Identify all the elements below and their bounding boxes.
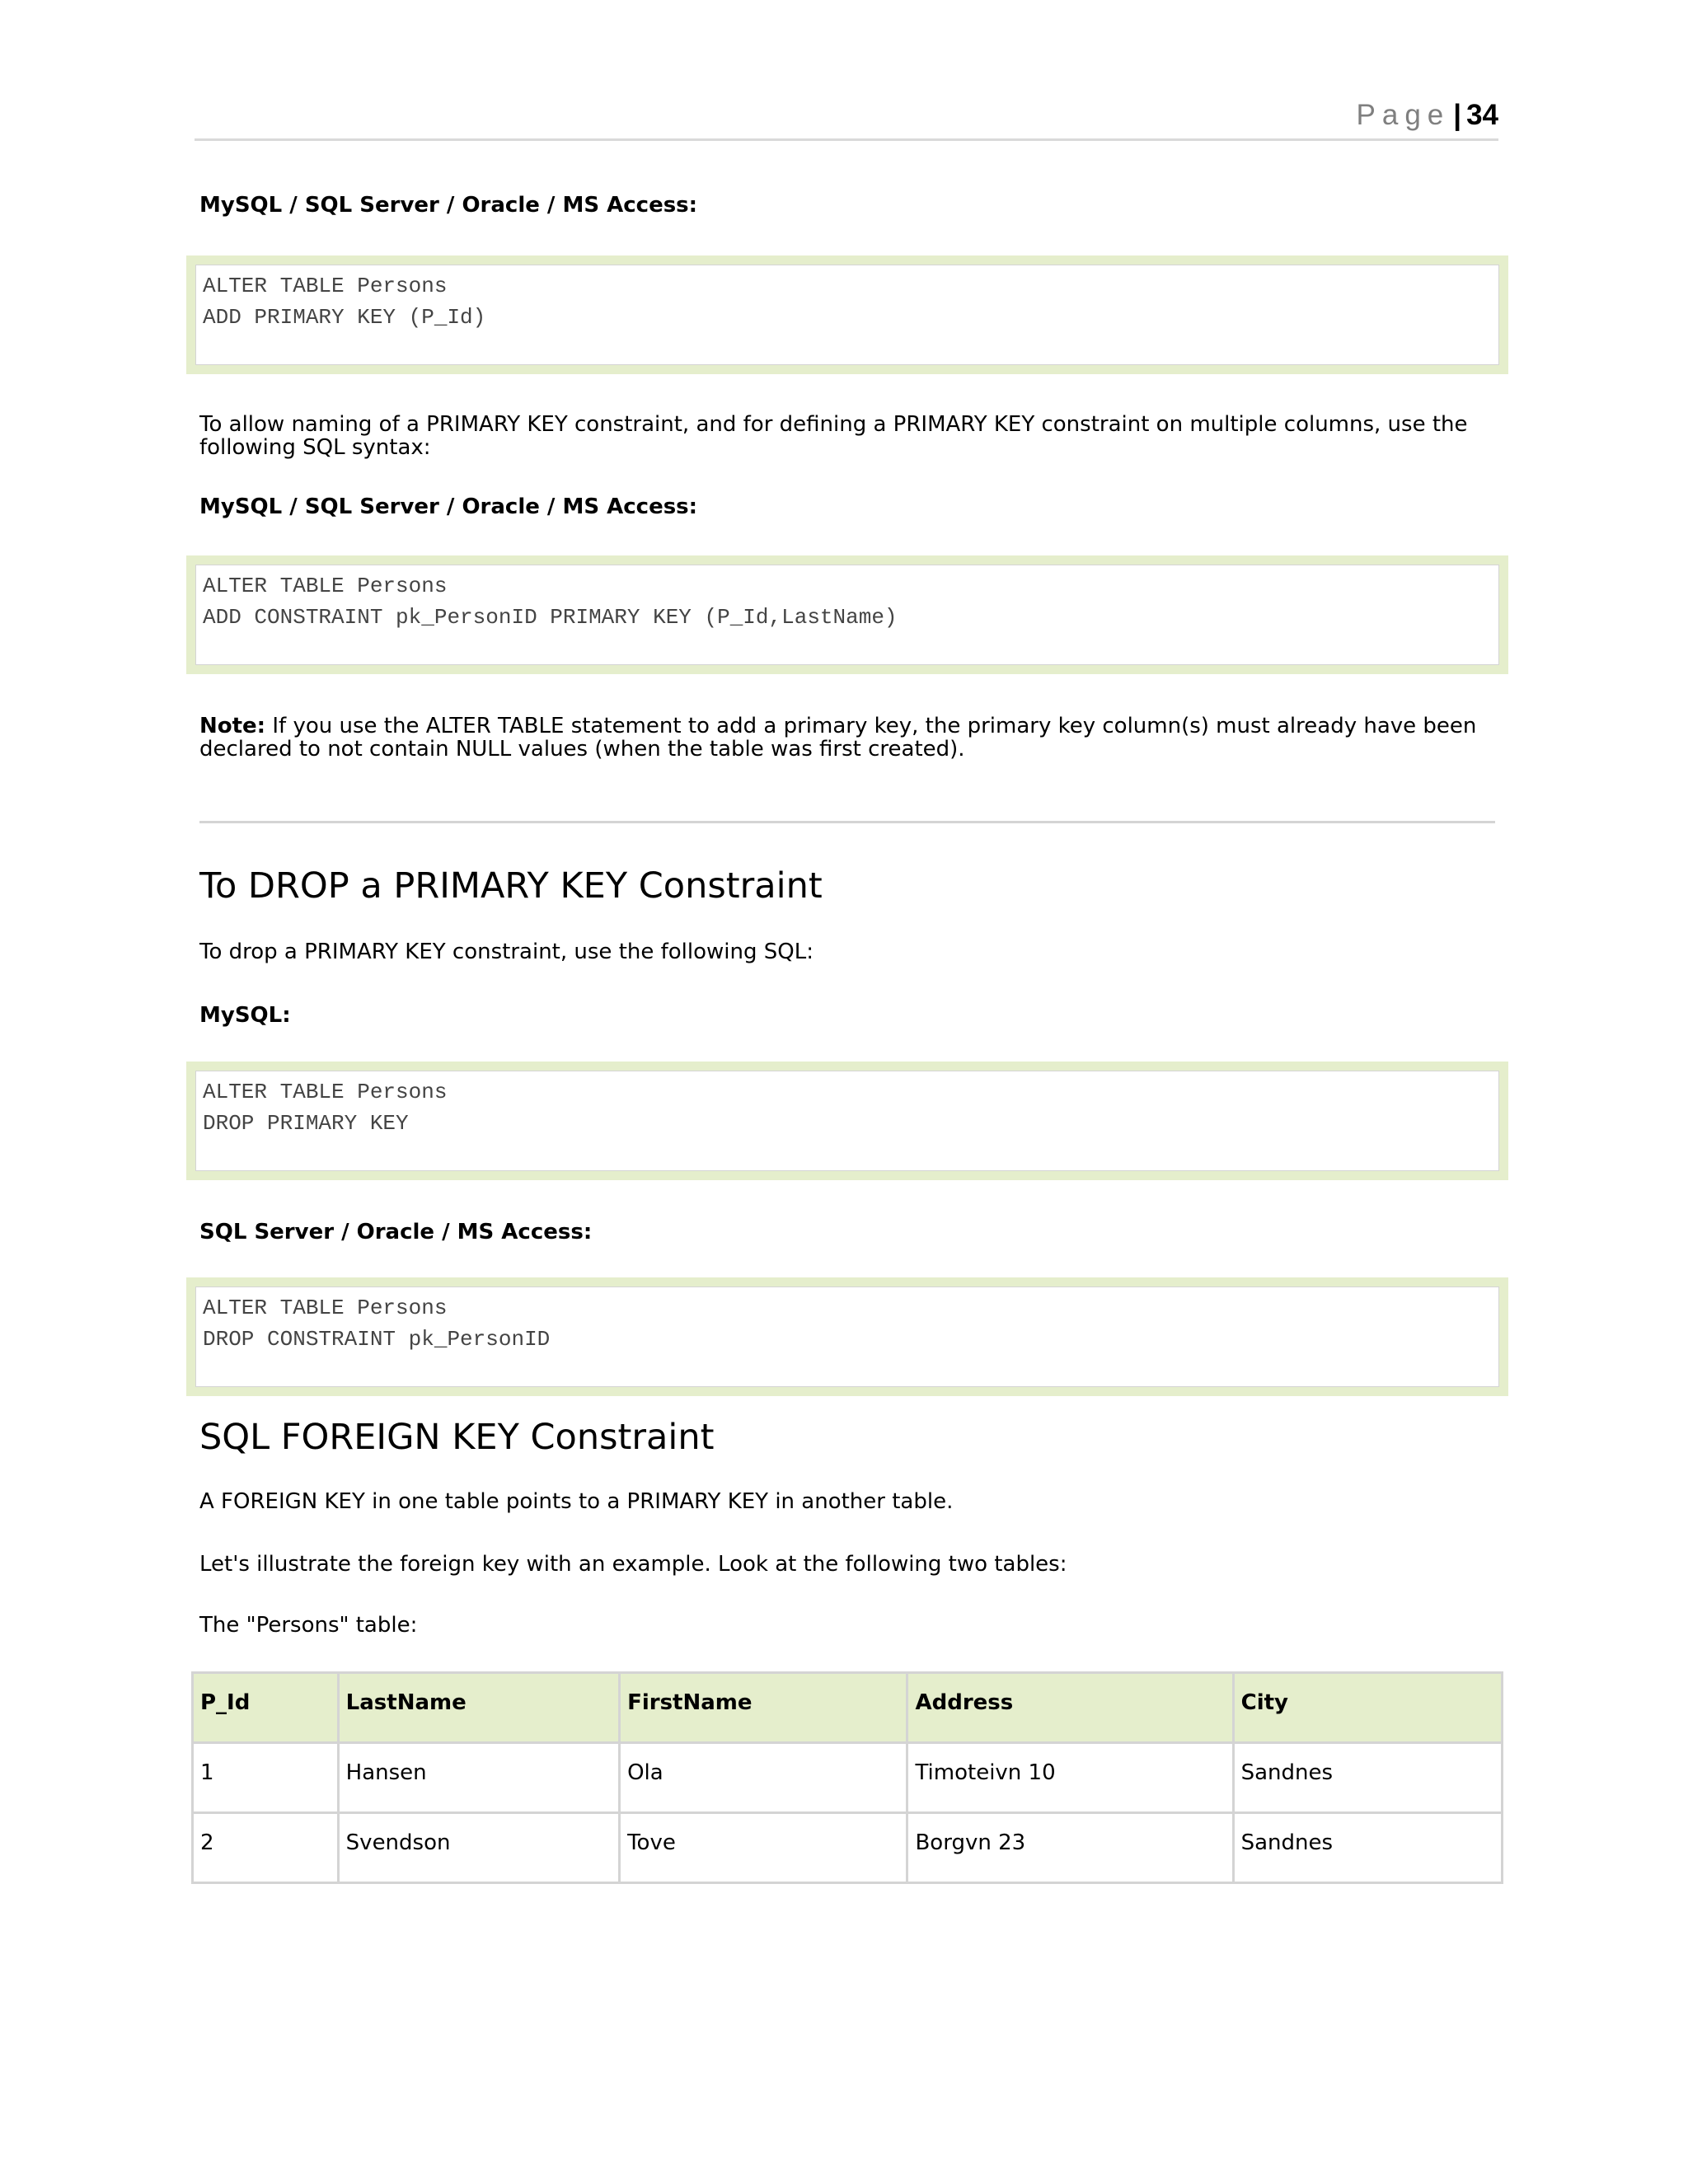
foreign-key-heading: SQL FOREIGN KEY Constraint (199, 1417, 715, 1458)
table-cell: Timoteivn 10 (907, 1743, 1233, 1813)
drop-intro-paragraph: To drop a PRIMARY KEY constraint, use the following SQL: (199, 940, 814, 964)
column-header: P_Id (193, 1673, 339, 1743)
note-text: If you use the ALTER TABLE statement to add a primary key, the primary key column(s) must already have been declared to not contain NULL values (when the table was first created). (199, 714, 1477, 762)
page-separator: | (1453, 99, 1462, 131)
table-cell: Borgvn 23 (907, 1813, 1233, 1883)
table-cell: 1 (193, 1743, 339, 1813)
page-header (195, 97, 1498, 141)
code-text: ALTER TABLE Persons ADD CONSTRAINT pk_PersonID PRIMARY KEY (P_Id,LastName) (195, 565, 1499, 665)
table-cell: Svendson (338, 1813, 619, 1883)
db-label-mysql: MySQL: (199, 1003, 291, 1028)
code-block-drop-primary-key (186, 1062, 1508, 1180)
table-row (193, 1743, 1503, 1813)
column-header: LastName (338, 1673, 619, 1743)
document-body (199, 191, 1502, 1884)
db-label-others: SQL Server / Oracle / MS Access: (199, 1220, 593, 1244)
page-word: Page (1356, 99, 1451, 131)
column-header: City (1233, 1673, 1502, 1743)
note-paragraph (199, 715, 1502, 761)
page-number: 34 (1466, 99, 1498, 131)
db-label-all-1: MySQL / SQL Server / Oracle / MS Access: (199, 193, 698, 218)
code-text: ALTER TABLE Persons ADD PRIMARY KEY (P_Id) (195, 265, 1499, 365)
page-number-label (1357, 97, 1498, 134)
fk-intro-paragraph: A FOREIGN KEY in one table points to a PRIMARY KEY in another table. (199, 1489, 954, 1514)
persons-table-caption: The "Persons" table: (199, 1613, 418, 1638)
table-cell: Sandnes (1233, 1743, 1502, 1813)
paragraph-naming: To allow naming of a PRIMARY KEY constraint, and for defining a PRIMARY KEY constraint on multiple columns, use the following SQL syntax: (199, 412, 1468, 460)
table-cell: 2 (193, 1813, 339, 1883)
db-label-all-2: MySQL / SQL Server / Oracle / MS Access: (199, 494, 698, 519)
column-header: FirstName (620, 1673, 907, 1743)
table-row (193, 1813, 1503, 1883)
drop-primary-key-heading: To DROP a PRIMARY KEY Constraint (199, 865, 823, 907)
table-cell: Tove (620, 1813, 907, 1883)
table-cell: Ola (620, 1743, 907, 1813)
fk-example-paragraph: Let's illustrate the foreign key with an example. Look at the following two tables: (199, 1552, 1067, 1577)
persons-table (191, 1671, 1503, 1884)
code-block-drop-constraint (186, 1277, 1508, 1396)
table-header-row (193, 1673, 1503, 1743)
table-cell: Hansen (338, 1743, 619, 1813)
code-block-add-constraint (186, 555, 1508, 674)
code-text: ALTER TABLE Persons DROP PRIMARY KEY (195, 1071, 1499, 1171)
note-label: Note: (199, 714, 266, 738)
column-header: Address (907, 1673, 1233, 1743)
table-cell: Sandnes (1233, 1813, 1502, 1883)
code-text: ALTER TABLE Persons DROP CONSTRAINT pk_PersonID (195, 1286, 1499, 1387)
code-block-add-primary-key (186, 255, 1508, 374)
